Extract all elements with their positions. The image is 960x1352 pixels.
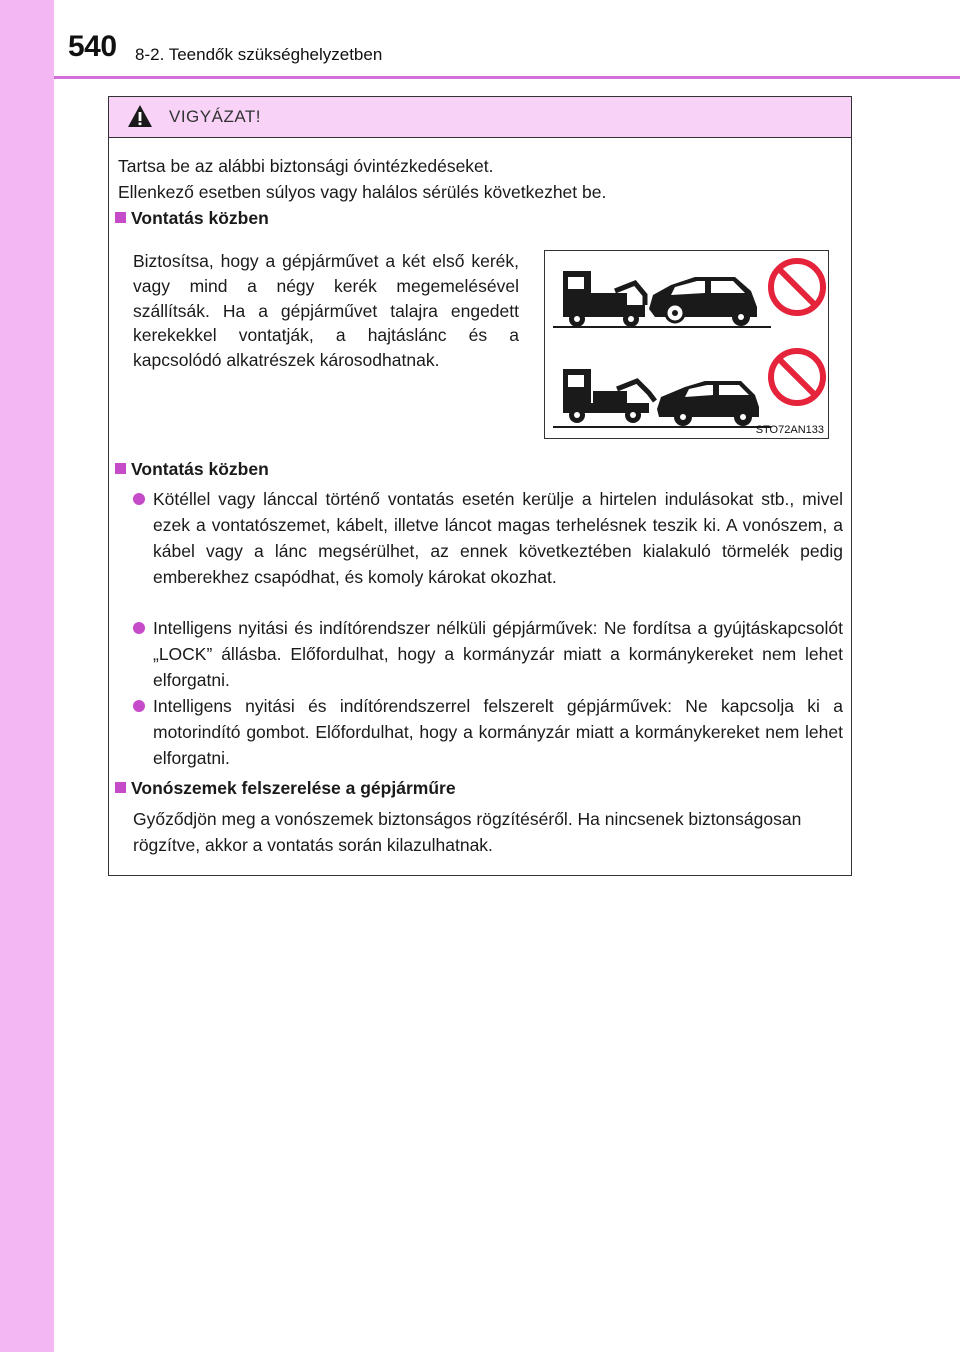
round-bullet-icon: [133, 493, 145, 505]
section-heading-text: Vontatás közben: [131, 459, 269, 479]
caution-box: [108, 96, 852, 876]
prohibited-icon: [771, 351, 823, 403]
car-icon: [649, 277, 757, 326]
header-divider: [54, 76, 960, 79]
bullet-item: [133, 615, 843, 693]
towing-illustration: [544, 250, 829, 439]
section-title: 8-2. Teendők szükséghelyzetben: [135, 45, 383, 64]
tow-truck-icon: [563, 271, 645, 327]
intro-line-1: Tartsa be az alábbi biztonsági óvintézkedéseket.: [118, 156, 494, 176]
section-heading-tow-eyelet: [115, 778, 456, 799]
figure-code: STO72AN133: [755, 424, 824, 436]
section-heading-towing-1: [115, 208, 269, 229]
bullet-item: [133, 486, 843, 590]
warning-icon: [127, 104, 153, 128]
section-heading-text: Vontatás közben: [131, 208, 269, 228]
page-number: 540: [68, 30, 117, 63]
caution-title: VIGYÁZAT!: [169, 107, 262, 126]
section-heading-towing-2: [115, 459, 269, 480]
square-bullet-icon: [115, 463, 126, 474]
intro-line-2: Ellenkező esetben súlyos vagy halálos sérülés következhet be.: [118, 182, 607, 202]
towing-diagram: [545, 251, 830, 440]
bullet-text: Intelligens nyitási és indítórendszer nélküli gépjárművek: Ne fordítsa a gyújtáskapcsolót „LOCK” állásba. Előfordulhat, hogy a kormányzár miatt a kormánykereket nem lehet elforgatni.: [153, 618, 843, 690]
car-icon: [657, 381, 759, 426]
square-bullet-icon: [115, 782, 126, 793]
caution-intro: [118, 153, 838, 205]
bullet-text: Intelligens nyitási és indítórendszerrel felszerelt gépjárművek: Ne kapcsolja ki a motorindító gombot. Előfordulhat, hogy a kormányzár miatt a kormánykereket nem lehet elforgatni.: [153, 696, 843, 768]
bullet-text: Kötéllel vagy lánccal történő vontatás esetén kerülje a hirtelen indulásokat stb., mivel ezek a vontatószemet, kábelt, illetve láncot magas terhelésnek teszik ki. A vonószem, a kábel vagy a lánc megsérülhet, az ennek következtében kialakuló törmelék pedig emberekhez csapódhat, és komoly károkat okozhat.: [153, 489, 843, 587]
section-heading-text: Vonószemek felszerelése a gépjárműre: [131, 778, 456, 798]
tow-truck-icon: [563, 369, 655, 423]
towing-instruction-text: Biztosítsa, hogy a gépjárművet a két első kerék, vagy mind a négy kerék megemelésével szállítsák. Ha a gépjárművet talajra engedett kerekekkel vontatják, a hajtáslánc és a kapcsolódó alkatrészek károsodhatnak.: [133, 251, 519, 371]
prohibited-icon: [771, 261, 823, 313]
square-bullet-icon: [115, 212, 126, 223]
round-bullet-icon: [133, 700, 145, 712]
tow-eyelet-text: Győződjön meg a vonószemek biztonságos rögzítéséről. Ha nincsenek biztonságosan rögzítve, akkor a vontatás során kilazulhatnak.: [133, 809, 802, 855]
bullet-item: [133, 693, 843, 771]
round-bullet-icon: [133, 622, 145, 634]
page-sidebar-band: [0, 0, 54, 1352]
caution-header: [109, 97, 851, 138]
